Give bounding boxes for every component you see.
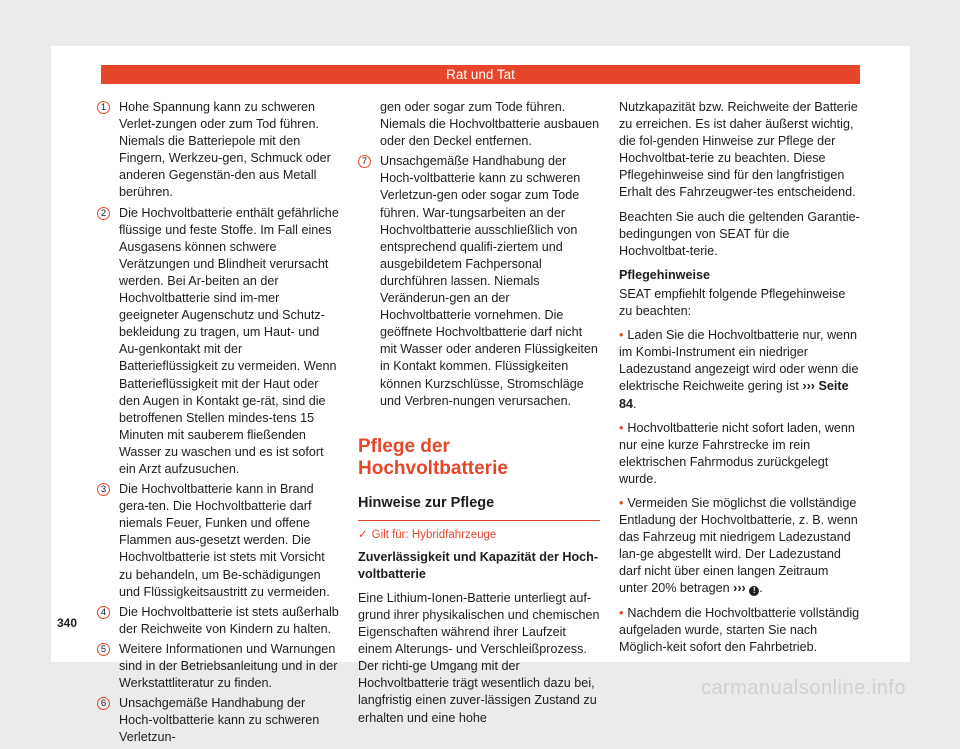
warning-text: Unsachgemäße Handhabung der Hoch-voltbatterie kann zu schweren Verletzun- <box>119 696 320 745</box>
warning-number: 2 <box>97 207 110 220</box>
column-3 <box>619 99 860 663</box>
bullet-text: Laden Sie die Hochvoltbatterie nur, wenn im Kombi-Instrument ein niedriger Ladezustand angezeigt wird oder wenn die elektrische Reichweite gering ist <box>619 328 859 394</box>
warning-number: 7 <box>358 155 371 168</box>
bullet-end: . <box>759 581 763 596</box>
body-paragraph: Eine Lithium-Ionen-Batterie unterliegt auf-grund ihrer physikalischen und chemischen Eigenschaften während ihrer Laufzeit einem Alterungs- und Verschleißprozess. Der richti-ge Umgang mit der Hochvoltbatterie trägt wesentlich dazu bei, langfristig einen zuver-lässigen Zustand zu erhalten und eine hohe <box>358 590 600 725</box>
bullet-text: Nachdem die Hochvoltbatterie vollständig aufgeladen wurde, starten Sie nach Möglich-keit sofort den Fahrbetrieb. <box>619 605 860 654</box>
bullet-text: Vermeiden Sie möglichst die vollständige Entladung der Hochvoltbatterie, z. B. wenn das Fahrzeug mit niedrigem Ladezustand lan-ge abgestellt wird. Der Ladezustand darf nicht über einen langen Zeitraum unter 20% betragen <box>619 495 858 596</box>
reference-arrows-icon: ››› <box>802 379 815 394</box>
subsection-title: Hinweise zur Pflege <box>358 493 600 521</box>
warning-number: 1 <box>97 101 110 114</box>
watermark: carmanualsonline.info <box>700 677 906 699</box>
warning-item-7 <box>358 153 600 409</box>
care-bullet-2 <box>619 420 860 488</box>
paragraph-heading: Zuverlässigkeit und Kapazität der Hoch-voltbatterie <box>358 549 599 581</box>
bullet-icon: • <box>619 495 624 510</box>
warning-text: Die Hochvoltbatterie enthält gefährliche flüssige und feste Stoffe. Im Fall eines Ausgasens können schwere Verätzungen und Blindheit verursacht werden. Bei Ar-beiten an der Hochvoltbatterie sind im-mer geeigneter Augenschutz und Schutz-bekleidung zu tragen, um Haut- und Au-genkontakt mit der Batterieflüssigkeit zu vermeiden. Wenn Batterieflüssigkeit mit der Haut oder den Augen in Kontakt ge-rät, sind die betroffenen Stellen mindes-tens 15 Minuten mit sauberem fließenden Wasser zu waschen und es ist sofort ein Arzt aufzusuchen. <box>119 205 339 476</box>
warning-item-3 <box>97 481 341 601</box>
page-reference-link[interactable]: Seite 84 <box>619 379 849 411</box>
warning-item-6 <box>97 695 341 746</box>
warning-item-2 <box>97 205 341 479</box>
warning-number: 3 <box>97 483 110 496</box>
chapter-header: Rat und Tat <box>101 65 860 84</box>
care-bullet-1 <box>619 327 860 412</box>
check-icon: ✓ <box>358 528 368 541</box>
care-bullet-4 <box>619 605 860 656</box>
warning-item-4 <box>97 604 341 638</box>
care-intro: SEAT empfiehlt folgende Pflegehinweise zu beachten: <box>619 286 846 319</box>
warning-number: 5 <box>97 643 110 656</box>
warning-text: Die Hochvoltbatterie ist stets außerhalb der Reichweite von Kindern zu halten. <box>119 604 339 636</box>
column-1 <box>97 99 341 749</box>
body-paragraph: Nutzkapazität bzw. Reichweite der Batterie zu erreichen. Es ist daher äußerst wichtig, die fol-genden Hinweise zur Pflege der Hochvoltbat-terie zu beachten. Diese Pflegehinweise sind für den langfristigen Erhalt des Fahrzeugwer-tes entscheidend. <box>619 100 858 200</box>
reference-arrows-icon: ››› <box>733 581 746 596</box>
care-heading: Pflegehinweise <box>619 267 710 282</box>
warning-text: Die Hochvoltbatterie kann in Brand gera-ten. Die Hochvoltbatterie darf niemals Feuer, Funken und offene Flammen aus-gesetzt werden. Die Hochvoltbatterie ist stets mit Vorsicht zu behandeln, um Be-schädigungen und Flüssigkeitsaustritt zu vermeiden. <box>119 482 330 599</box>
warning-number: 4 <box>97 606 110 619</box>
page-number: 340 <box>57 616 78 630</box>
warning-item-1 <box>97 99 341 202</box>
warning-text: Weitere Informationen und Warnungen sind in der Betriebsanleitung und in der Werkstattliteratur zu finden. <box>119 641 338 691</box>
bullet-icon: • <box>619 328 624 343</box>
column-2 <box>358 99 600 734</box>
section-title: Pflege der Hochvoltbatterie <box>358 435 508 479</box>
warning-text: Unsachgemäße Handhabung der Hoch-voltbatterie kann zu schweren Verletzun-gen oder sogar zum Tode führen. War-tungsarbeiten an der Hochvoltbatterie ausschließlich von entsprechend qualifi-ziertem und ausgebildetem Fachpersonal durchführen lassen. Niemals Veränderun-gen an der Hochvoltbatterie vornehmen. Die geöffnete Hochvoltbatterie darf nicht mit Wasser oder anderen Flüssigkeiten in Kontakt kommen. Flüssigkeiten können Kurzschlüsse, Stromschläge und Verbren-nungen verursachen. <box>380 154 598 408</box>
bullet-icon: • <box>619 420 624 435</box>
warning-6-continuation: gen oder sogar zum Tode führen. Niemals die Hochvoltbatterie ausbauen oder den Deckel entfernen. <box>380 100 600 149</box>
bullet-icon: • <box>619 605 624 620</box>
warning-item-5 <box>97 641 341 692</box>
bullet-text: Hochvoltbatterie nicht sofort laden, wenn nur eine kurze Fahrstrecke im rein elektrischen Fahrmodus zurückgelegt wurde. <box>619 420 855 486</box>
applies-to-text: Gilt für: Hybridfahrzeuge <box>371 528 497 541</box>
warning-number: 6 <box>97 697 110 710</box>
bullet-end: . <box>633 396 637 411</box>
warning-text: Hohe Spannung kann zu schweren Verlet-zungen oder zum Tod führen. Niemals die Batteriepole mit den Fingern, Werkzeu-gen, Schmuck oder anderen Gegenstän-den aus Metall berühren. <box>119 100 331 200</box>
applies-to-note <box>358 527 600 543</box>
body-paragraph: Beachten Sie auch die geltenden Garantie-bedingungen von SEAT für die Hochvoltbat-terie. <box>619 209 860 258</box>
warning-icon[interactable]: ! <box>749 586 759 596</box>
care-bullet-3 <box>619 495 860 598</box>
